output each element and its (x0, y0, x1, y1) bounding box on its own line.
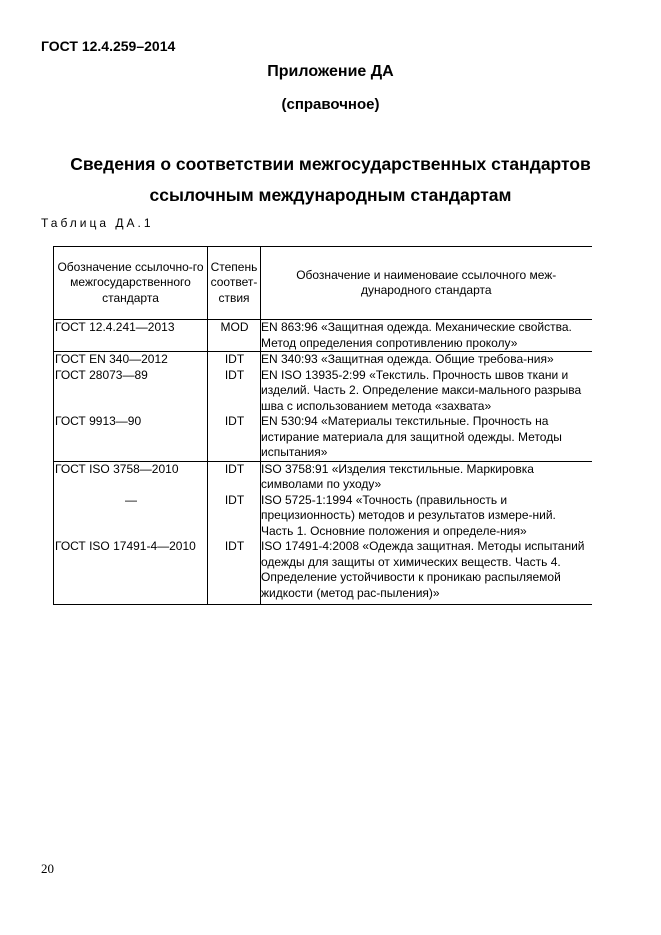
cell-international: ISO 17491-4:2008 «Одежда защитная. Методы испытаний одежды для защиты от химических веществ. Часть 4. Определение устойчивости к проникаю распыляемой жидкости (метод рас-пыления)» (261, 539, 592, 605)
table-row (54, 368, 592, 415)
cell-standard: ГОСТ 12.4.241—2013 (54, 320, 208, 352)
table-header-row (54, 247, 592, 320)
table-row (54, 461, 592, 493)
cell-degree: IDT (208, 414, 261, 461)
appendix-type: (справочное) (281, 96, 380, 113)
cell-degree: IDT (208, 493, 261, 540)
column-header-international: Обозначение и наименоваие ссылочного меж-дународного стандарта (261, 247, 592, 320)
cell-standard: ГОСТ 28073—89 (54, 368, 208, 415)
table-row (54, 493, 592, 540)
cell-standard: ГОСТ EN 340—2012 (54, 352, 208, 368)
table-row (54, 352, 592, 368)
table-row (54, 539, 592, 605)
cell-standard: ГОСТ ISO 3758—2010 (54, 461, 208, 493)
cell-degree: IDT (208, 461, 261, 493)
section-title-line2: ссылочным международным стандартам (149, 185, 512, 205)
section-title-line1: Сведения о соответствии межгосударственных стандартов (70, 154, 591, 174)
table-label: Таблица ДА.1 (41, 216, 154, 230)
cell-degree: IDT (208, 368, 261, 415)
correspondence-table (53, 246, 591, 605)
cell-international: EN 530:94 «Материалы текстильные. Прочность на истирание материала для защитной одежды. Методы испытания» (261, 414, 592, 461)
document-header: ГОСТ 12.4.259–2014 (41, 38, 176, 54)
cell-international: EN 863:96 «Защитная одежда. Механические свойства. Метод определения сопротивлению проколу» (261, 320, 592, 352)
cell-standard: ГОСТ ISO 17491-4—2010 (54, 539, 208, 605)
appendix-title: Приложение ДА (267, 63, 394, 80)
cell-degree: IDT (208, 539, 261, 605)
cell-standard: — (54, 493, 208, 540)
table-row (54, 320, 592, 352)
column-header-standard: Обозначение ссылочно-го межгосударственного стандарта (54, 247, 208, 320)
cell-degree: MOD (208, 320, 261, 352)
cell-international: ISO 5725-1:1994 «Точность (правильность и прецизионность) методов и результатов измере-ний. Часть 1. Основние положения и определе-ния» (261, 493, 592, 540)
cell-international: EN ISO 13935-2:99 «Текстиль. Прочность швов ткани и изделий. Часть 2. Определение макси-мального разрыва шва с использованием метода «захвата» (261, 368, 592, 415)
cell-standard: ГОСТ 9913—90 (54, 414, 208, 461)
column-header-degree: Степень соответ-ствия (208, 247, 261, 320)
cell-degree: IDT (208, 352, 261, 368)
cell-international: EN 340:93 «Защитная одежда. Общие требова-ния» (261, 352, 592, 368)
page-number: 20 (41, 861, 54, 876)
cell-international: ISO 3758:91 «Изделия текстильные. Маркировка символами по уходу» (261, 461, 592, 493)
table-row (54, 414, 592, 461)
